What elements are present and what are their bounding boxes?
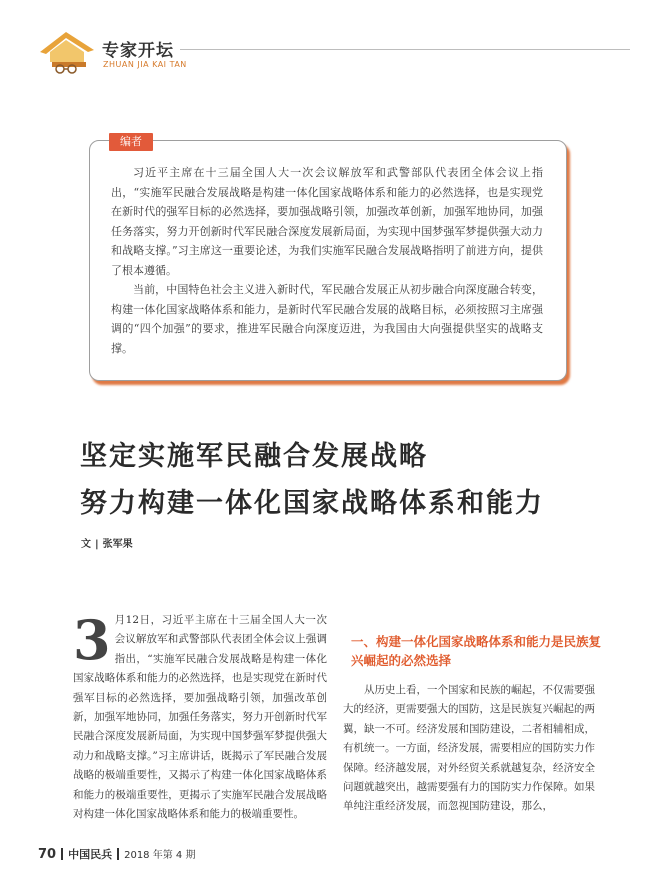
byline-separator: | (95, 539, 99, 550)
article-title-line-2: 努力构建一体化国家战略体系和能力 (80, 488, 544, 519)
column-logo (36, 28, 100, 74)
editor-note-tag: 编者 (109, 133, 153, 151)
byline-label: 文 (81, 539, 91, 550)
byline (81, 535, 133, 550)
issue-label: 2018 年第 4 期 (124, 850, 196, 861)
column-subtitle: ZHUAN JIA KAI TAN (103, 60, 187, 69)
page-footer (38, 846, 195, 862)
magazine-name: 中国民兵 (68, 848, 113, 861)
article-title-line-1: 坚定实施军民融合发展战略 (80, 441, 428, 472)
article-right-column (343, 681, 595, 817)
editor-note-text (111, 163, 543, 358)
author-name: 张军果 (102, 539, 133, 550)
roof-book-glasses-icon (36, 28, 100, 74)
editor-note-paragraph-2: 当前，中国特色社会主义进入新时代，军民融合发展正从初步融合向深度融合转变，构建一体化国家战略体系和能力，是新时代军民融合发展的战略目标，必须按照习主席强调的“四个加强”的要求，推进军民融合向深度迈进，为我国由大向强提供坚实的战略支撑。 (111, 283, 543, 355)
column-title: 专家开坛 (102, 41, 174, 61)
footer-divider (61, 848, 63, 860)
header-divider (180, 49, 630, 50)
article-left-column (73, 608, 327, 824)
editor-note-paragraph-1: 习近平主席在十三届全国人大一次会议解放军和武警部队代表团全体会议上指出，“实施军民融合发展战略是构建一体化国家战略体系和能力的必然选择，也是实现党在新时代的强军目标的必然选择，要加强战略引领，加强改革创新，加强军地协同，加强任务落实，努力开创新时代军民融合深度发展新局面，为实现中国梦强军梦提供强大动力和战略支撑。”习主席这一重要论述，为我们实施军民融合发展战略指明了前进方向，提供了根本遵循。 (111, 166, 543, 277)
right-column-text: 从历史上看，一个国家和民族的崛起，不仅需要强大的经济，更需要强大的国防，这是民族复兴崛起的两翼，缺一不可。经济发展和国防建设，二者相辅相成，有机统一。一方面，经济发展，需要相应的国防实力作保障。经济越发展，对外经贸关系就越复杂，经济安全问题就越突出，越需要强有力的国防实力作保障。如果单纯注重经济发展，而忽视国防建设，那么， (343, 684, 595, 813)
section-heading: 一、构建一体化国家战略体系和能力是民族复兴崛起的必然选择 (351, 634, 602, 668)
page-number: 70 (38, 847, 57, 862)
footer-divider-2 (117, 848, 119, 860)
drop-cap: 3 (73, 608, 111, 672)
left-column-text: 月12日，习近平主席在十三届全国人大一次会议解放军和武警部队代表团全体会议上强调指出，“实施军民融合发展战略是构建一体化国家战略体系和能力的必然选择，也是实现党在新时代强军目标的必然选择，要加强战略引领，加强改革创新，加强军地协同，加强任务落实，努力开创新时代军民融合深度发展新局面，为实现中国梦强军梦提供强大动力和战略支撑。”习主席讲话，既揭示了军民融合发展战略的极端重要性，又揭示了构建一体化国家战略体系和能力的极端重要性，更揭示了实施军民融合发展战略对构建一体化国家战略体系和能力的极端重要性。 (73, 614, 327, 821)
